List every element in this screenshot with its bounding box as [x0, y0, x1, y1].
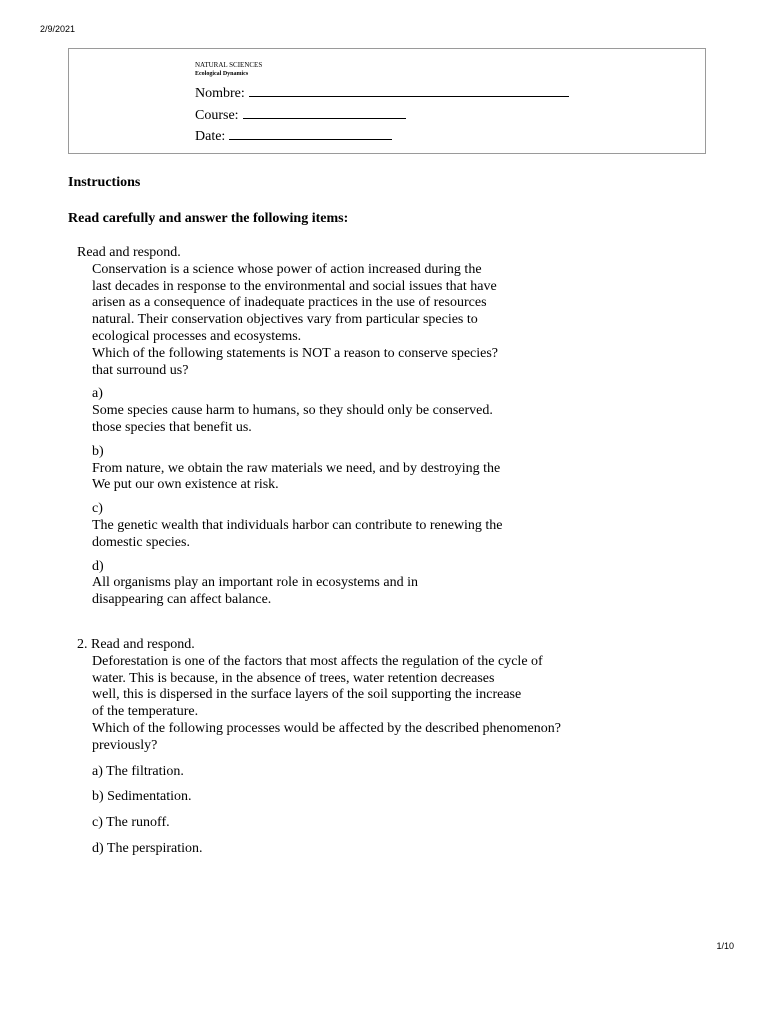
question-1-option-b[interactable] — [92, 444, 503, 494]
question-1-title: Read and respond. — [77, 245, 181, 260]
subject-label: NATURAL SCIENCES — [195, 61, 263, 69]
worksheet-header — [68, 48, 706, 154]
option-text-line: domestic species. — [92, 534, 190, 550]
question-1-option-c[interactable] — [92, 501, 503, 551]
option-text-line: those species that benefit us. — [92, 419, 252, 435]
question-1-line: arisen as a consequence of inadequate practices in the use of resources — [92, 295, 487, 311]
question-2-option-b[interactable]: b) Sedimentation. — [92, 789, 192, 805]
question-2-option-a[interactable]: a) The filtration. — [92, 763, 184, 779]
instructions-heading: Instructions — [68, 175, 141, 190]
question-1-body — [92, 262, 503, 380]
option-letter: d) — [92, 558, 104, 574]
question-2-line: well, this is dispersed in the surface layers of the soil supporting the increase — [92, 687, 522, 703]
question-1-line: last decades in response to the environmental and social issues that have — [92, 278, 497, 294]
question-2-line: of the temperature. — [92, 704, 199, 720]
question-2-line: Which of the following processes would be affected by the described phenomenon? — [92, 720, 561, 736]
question-2-line: water. This is because, in the absence of trees, water retention decreases — [92, 670, 495, 686]
course-blank-line[interactable] — [243, 105, 406, 119]
course-label: Course: — [195, 107, 239, 123]
question-1 — [77, 245, 503, 609]
question-2-option-c[interactable]: c) The runoff. — [92, 815, 170, 831]
name-blank-line[interactable] — [249, 83, 569, 97]
question-2-line: previously? — [92, 737, 158, 753]
question-1-line: natural. Their conservation objectives vary from particular species to — [92, 312, 478, 328]
read-carefully-heading: Read carefully and answer the following items: — [68, 211, 349, 226]
date-label: Date: — [195, 129, 226, 144]
question-1-line: that surround us? — [92, 362, 189, 378]
question-2 — [77, 637, 561, 858]
question-1-line: ecological processes and ecosystems. — [92, 328, 302, 344]
option-letter: a) — [92, 386, 103, 402]
option-text-line: The genetic wealth that individuals harbor can contribute to renewing the — [92, 517, 503, 533]
option-text-line: disappearing can affect balance. — [92, 592, 272, 608]
question-2-option-d[interactable]: d) The perspiration. — [92, 840, 203, 856]
question-2-body — [92, 654, 561, 755]
topic-label: Ecological Dynamics — [195, 71, 249, 77]
question-2-title: 2. Read and respond. — [77, 637, 195, 652]
option-text-line: Some species cause harm to humans, so they should only be conserved. — [92, 403, 493, 419]
option-text-line: We put our own existence at risk. — [92, 477, 279, 493]
option-text-line: All organisms play an important role in ecosystems and in — [92, 575, 418, 591]
date-field — [195, 126, 569, 148]
question-2-line: Deforestation is one of the factors that most affects the regulation of the cycle of — [92, 653, 543, 669]
name-field — [195, 83, 569, 105]
page-number: 1/10 — [716, 941, 734, 951]
question-1-option-a[interactable] — [92, 386, 503, 436]
question-1-option-d[interactable] — [92, 559, 503, 609]
date-blank-line[interactable] — [229, 126, 392, 140]
question-1-line: Conservation is a science whose power of action increased during the — [92, 261, 482, 277]
question-1-line: Which of the following statements is NOT a reason to conserve species? — [92, 345, 499, 361]
option-letter: c) — [92, 501, 103, 517]
name-label: Nombre: — [195, 86, 245, 101]
option-text-line: From nature, we obtain the raw materials we need, and by destroying the — [92, 460, 501, 476]
course-field — [195, 105, 569, 127]
option-letter: b) — [92, 443, 104, 459]
print-date: 2/9/2021 — [40, 24, 76, 34]
